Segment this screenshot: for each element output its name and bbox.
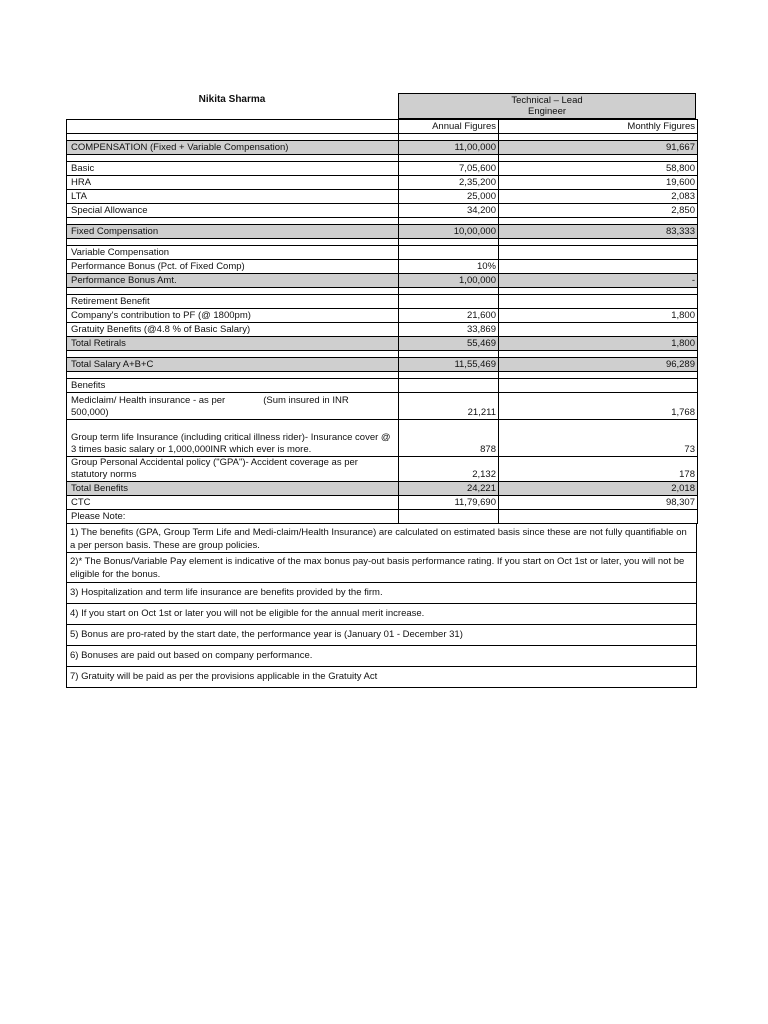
ctc-label: CTC — [67, 496, 399, 510]
variable-heading: Variable Compensation — [67, 246, 399, 260]
row-label: HRA — [67, 176, 399, 190]
table-row — [67, 176, 698, 190]
table-row — [67, 358, 698, 372]
row-label: Special Allowance — [67, 204, 399, 218]
retirals-total-annual: 55,469 — [399, 337, 499, 351]
row-annual: 34,200 — [399, 204, 499, 218]
pf-annual: 21,600 — [399, 309, 499, 323]
table-row — [67, 162, 698, 176]
gpa-label: Group Personal Accidental policy ("GPA")- Accident coverage as per statutory norms — [67, 457, 399, 482]
table-row — [67, 393, 698, 420]
note-item: 5) Bonus are pro-rated by the start date, the performance year is (January 01 - December 31) — [66, 625, 697, 646]
table-row — [67, 260, 698, 274]
table-row — [67, 274, 698, 288]
row-monthly: 58,800 — [499, 162, 698, 176]
notes-section — [66, 523, 697, 688]
designation-cell — [398, 93, 696, 119]
table-row — [67, 496, 698, 510]
gpa-annual: 2,132 — [399, 457, 499, 482]
fixed-total-monthly: 83,333 — [499, 225, 698, 239]
benefits-total-annual: 24,221 — [399, 482, 499, 496]
note-item: 2)* The Bonus/Variable Pay element is indicative of the max bonus pay-out basis performance rating. If you start on Oct 1st or later, you will not be eligible for the bonus. — [66, 553, 697, 583]
table-row — [67, 420, 698, 457]
bonus-amt-annual: 1,00,000 — [399, 274, 499, 288]
table-row — [67, 379, 698, 393]
table-row — [67, 190, 698, 204]
table-row — [67, 295, 698, 309]
note-item: 4) If you start on Oct 1st or later you will not be eligible for the annual merit increase. — [66, 604, 697, 625]
ctc-monthly: 98,307 — [499, 496, 698, 510]
row-annual: 2,35,200 — [399, 176, 499, 190]
gratuity-label: Gratuity Benefits (@4.8 % of Basic Salary) — [67, 323, 399, 337]
compensation-annual: 11,00,000 — [399, 141, 499, 155]
table-row — [67, 323, 698, 337]
benefits-total-label: Total Benefits — [67, 482, 399, 496]
retirals-total-monthly: 1,800 — [499, 337, 698, 351]
table-row — [67, 337, 698, 351]
row-annual: 25,000 — [399, 190, 499, 204]
pf-label: Company's contribution to PF (@ 1800pm) — [67, 309, 399, 323]
fixed-total-label: Fixed Compensation — [67, 225, 399, 239]
table-row — [67, 482, 698, 496]
gtl-label: Group term life Insurance (including critical illness rider)- Insurance cover @ 3 times basic salary or 1,000,000INR which ever is more. — [67, 420, 399, 457]
bonus-pct-label: Performance Bonus (Pct. of Fixed Comp) — [67, 260, 399, 274]
gratuity-annual: 33,869 — [399, 323, 499, 337]
row-label: Basic — [67, 162, 399, 176]
note-item: 3) Hospitalization and term life insurance are benefits provided by the firm. — [66, 583, 697, 604]
benefits-heading: Benefits — [67, 379, 399, 393]
gtl-annual: 878 — [399, 420, 499, 457]
mediclaim-annual: 21,211 — [399, 393, 499, 420]
designation-line-2: Engineer — [527, 106, 567, 117]
retirement-heading: Retirement Benefit — [67, 295, 399, 309]
compensation-table — [66, 119, 698, 524]
bonus-amt-label: Performance Bonus Amt. — [67, 274, 399, 288]
row-monthly: 2,083 — [499, 190, 698, 204]
table-row — [67, 457, 698, 482]
total-salary-label: Total Salary A+B+C — [67, 358, 399, 372]
gtl-monthly: 73 — [499, 420, 698, 457]
table-row — [67, 510, 698, 524]
note-item: 7) Gratuity will be paid as per the provisions applicable in the Gratuity Act — [66, 667, 697, 688]
header-row — [67, 120, 698, 134]
note-item: 1) The benefits (GPA, Group Term Life and Medi-claim/Health Insurance) are calculated on estimated basis since these are not fully quantifiable on a per person basis. These are group policies. — [66, 523, 697, 553]
bonus-pct-annual: 10% — [399, 260, 499, 274]
total-salary-monthly: 96,289 — [499, 358, 698, 372]
total-salary-annual: 11,55,469 — [399, 358, 499, 372]
row-monthly: 19,600 — [499, 176, 698, 190]
monthly-header: Monthly Figures — [499, 120, 698, 134]
annual-header: Annual Figures — [399, 120, 499, 134]
table-row — [67, 246, 698, 260]
mediclaim-label: Mediclaim/ Health insurance - as per (Sum insured in INR 500,000) — [67, 393, 399, 420]
row-annual: 7,05,600 — [399, 162, 499, 176]
table-row — [67, 225, 698, 239]
table-row — [67, 309, 698, 323]
gpa-monthly: 178 — [499, 457, 698, 482]
please-note-label: Please Note: — [67, 510, 399, 524]
ctc-annual: 11,79,690 — [399, 496, 499, 510]
bonus-amt-monthly: - — [499, 274, 698, 288]
designation-line-1: Technical – Lead — [511, 95, 583, 106]
row-monthly: 2,850 — [499, 204, 698, 218]
row-label: LTA — [67, 190, 399, 204]
benefits-total-monthly: 2,018 — [499, 482, 698, 496]
pf-monthly: 1,800 — [499, 309, 698, 323]
employee-name: Nikita Sharma — [198, 94, 266, 105]
table-row — [67, 141, 698, 155]
note-item: 6) Bonuses are paid out based on company performance. — [66, 646, 697, 667]
fixed-total-annual: 10,00,000 — [399, 225, 499, 239]
mediclaim-monthly: 1,768 — [499, 393, 698, 420]
compensation-monthly: 91,667 — [499, 141, 698, 155]
compensation-label: COMPENSATION (Fixed + Variable Compensation) — [67, 141, 399, 155]
retirals-total-label: Total Retirals — [67, 337, 399, 351]
table-row — [67, 204, 698, 218]
